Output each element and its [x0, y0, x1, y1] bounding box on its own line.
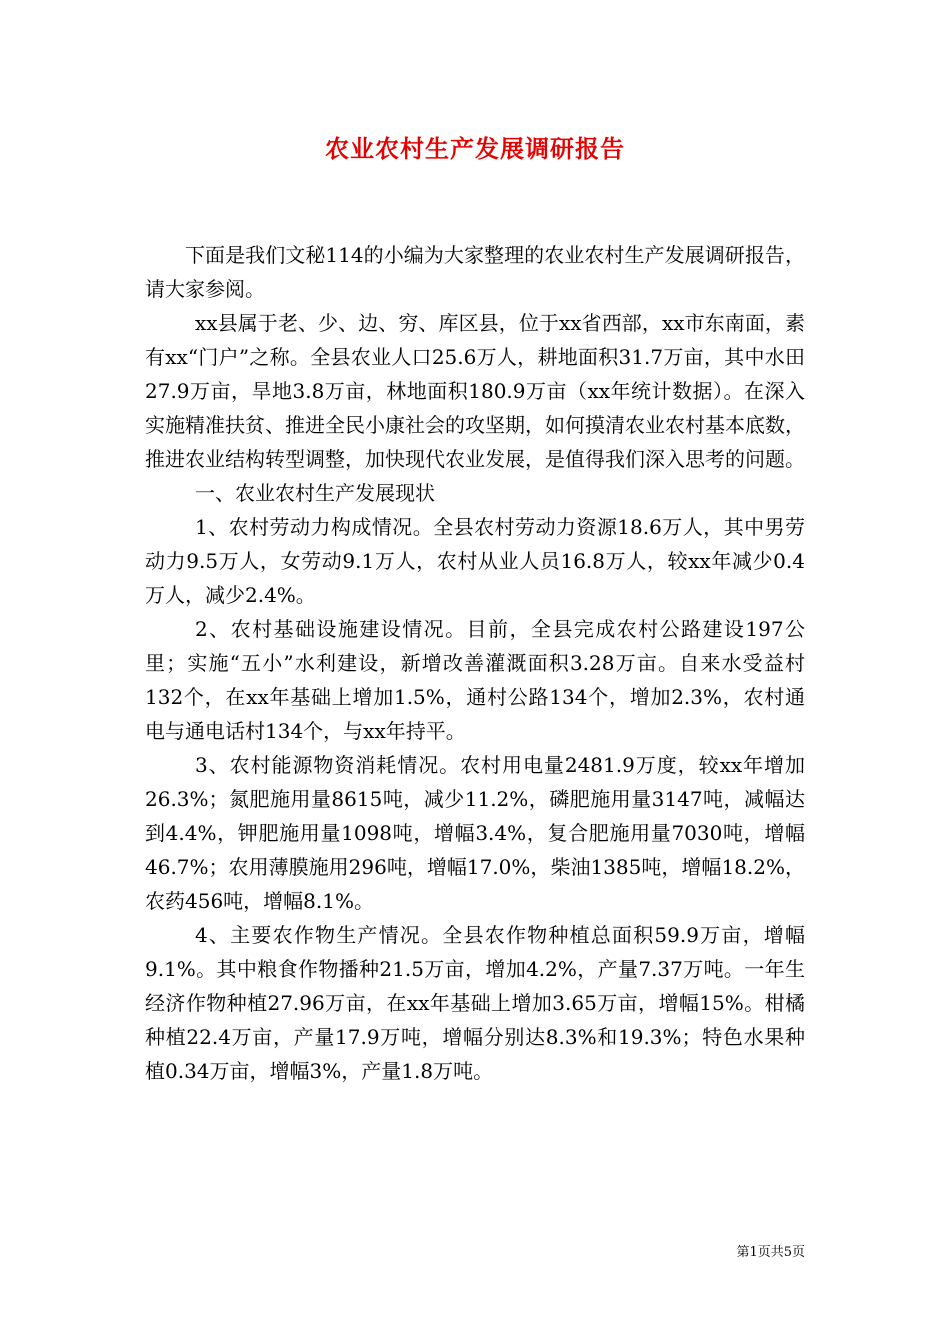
paragraph-crops: 4、主要农作物生产情况。全县农作物种植总面积59.9万亩，增幅9.1%。其中粮食作物播种21.5万亩，增加4.2%，产量7.37万吨。一年生经济作物种植27.96万亩，在xx年基础上增加3.65万亩，增幅15%。柑橘种植22.4万亩，产量17.9万吨，增幅分别达8.3%和19.3%；特色水果种植0.34万亩，增幅3%，产量1.8万吨。 [145, 923, 805, 1083]
paragraph-county-overview: xx县属于老、少、边、穷、库区县，位于xx省西部，xx市东南面，素有xx“门户”之称。全县农业人口25.6万人，耕地面积31.7万亩，其中水田27.9万亩，旱地3.8万亩，林地面积180.9万亩（xx年统计数据）。在深入实施精准扶贫、推进全民小康社会的攻坚期，如何摸清农业农村基本底数，推进农业结构转型调整，加快现代农业发展，是值得我们深入思考的问题。 [145, 311, 805, 471]
document-body [145, 238, 805, 1088]
paragraph-energy: 3、农村能源物资消耗情况。农村用电量2481.9万度，较xx年增加26.3%；氮肥施用量8615吨，减少11.2%，磷肥施用量3147吨，减幅达到4.4%，钾肥施用量1098吨，增幅3.4%，复合肥施用量7030吨，增幅46.7%；农用薄膜施用296吨，增幅17.0%，柴油1385吨，增幅18.2%，农药456吨，增幅8.1%。 [145, 753, 805, 913]
paragraph-intro: 下面是我们文秘114的小编为大家整理的农业农村生产发展调研报告，请大家参阅。 [145, 243, 805, 301]
section-heading-1: 一、农业农村生产发展现状 [195, 481, 435, 505]
paragraph-infrastructure: 2、农村基础设施建设情况。目前，全县完成农村公路建设197公里；实施“五小”水利建设，新增改善灌溉面积3.28万亩。自来水受益村132个，在xx年基础上增加1.5%，通村公路134个，增加2.3%，农村通电与通电话村134个，与xx年持平。 [145, 617, 805, 743]
document-title: 农业农村生产发展调研报告 [325, 134, 625, 163]
paragraph-labor: 1、农村劳动力构成情况。全县农村劳动力资源18.6万人，其中男劳动力9.5万人，女劳动9.1万人，农村从业人员16.8万人，较xx年减少0.4万人，减少2.4%。 [145, 515, 805, 607]
page-number: 第1页共5页 [736, 1245, 805, 1260]
